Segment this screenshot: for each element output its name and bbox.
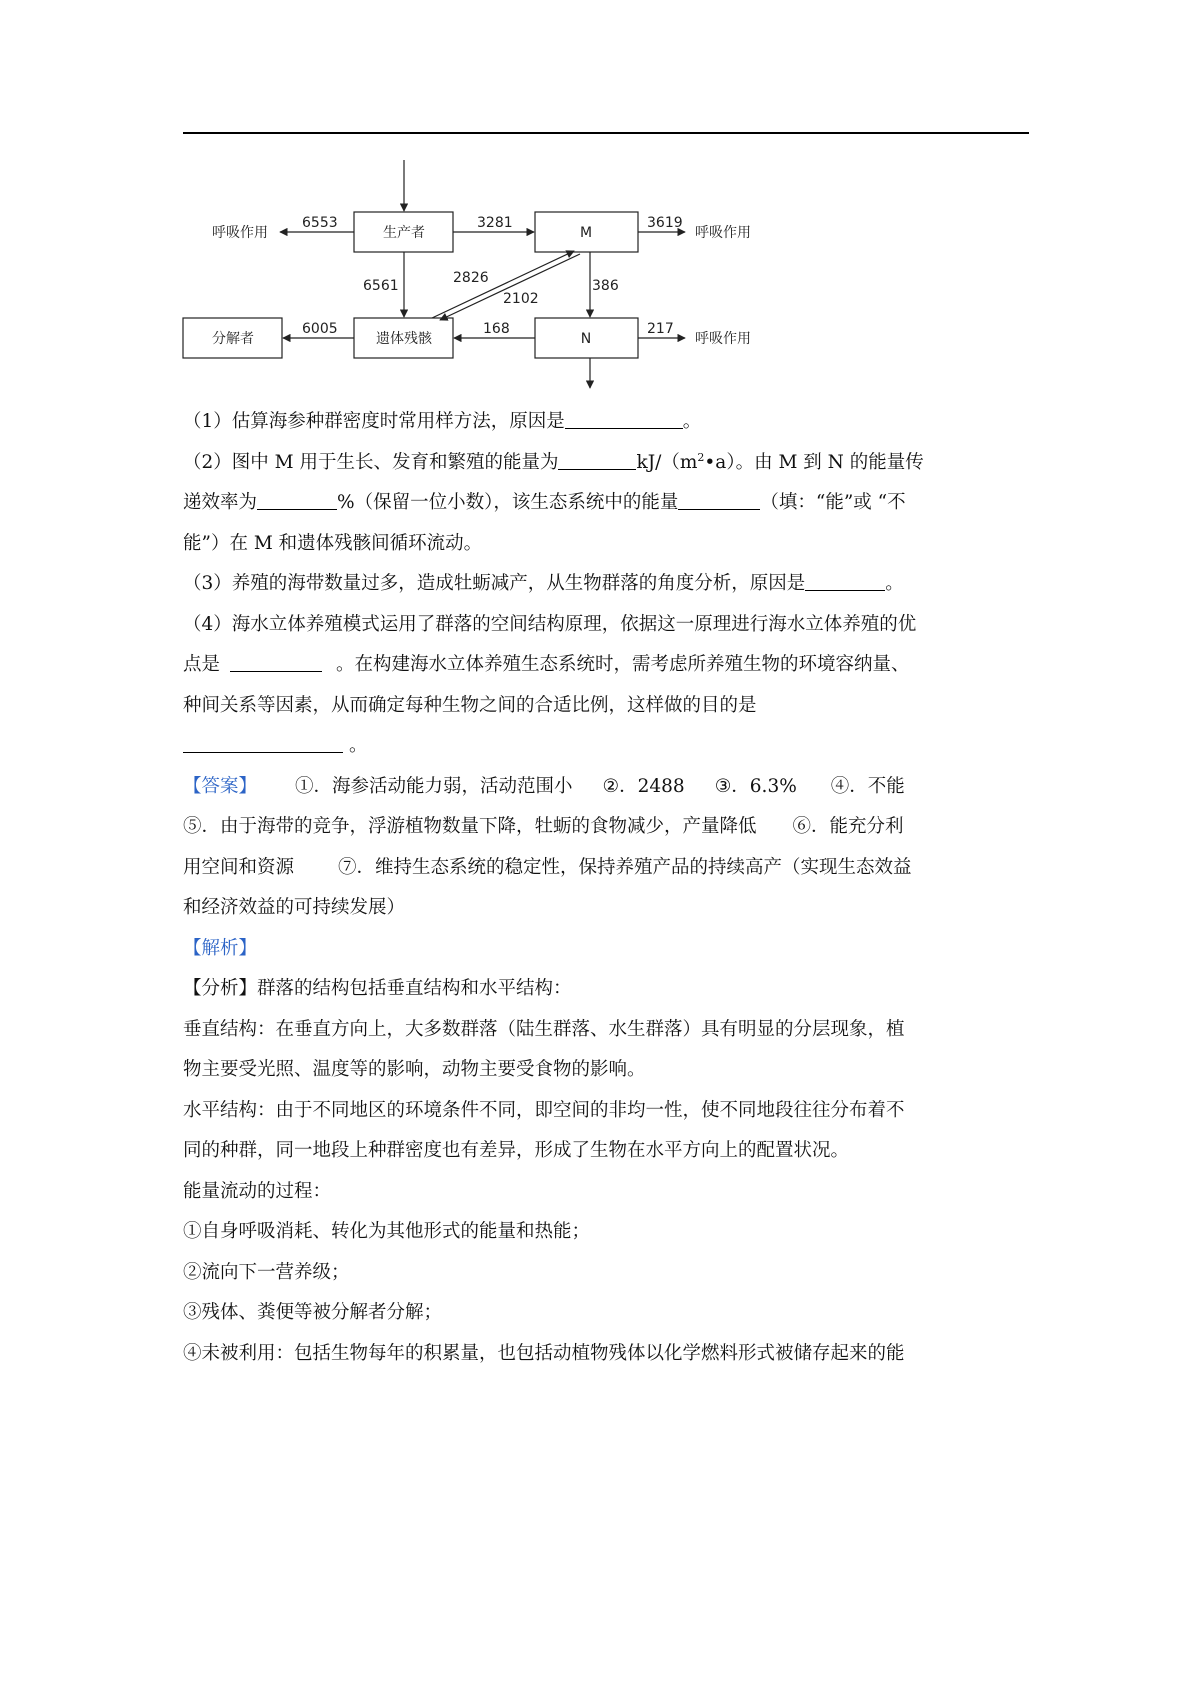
analysis-tag: 【解析】	[183, 937, 258, 959]
blank-1	[565, 404, 683, 429]
analysis-line-10: ④未被利用：包括生物每年的积累量，也包括动植物残体以化学燃料形式被储存起来的能	[183, 1342, 905, 1364]
m-label: M	[579, 225, 593, 241]
question-2-line-2: 递效率为 %（保留一位小数），该生态系统中的能量 （填：“能”或 “不	[183, 483, 1029, 524]
flow-producer-m: 3281	[477, 215, 513, 231]
analysis-line-5: 同的种群，同一地段上种群密度也有差异，形成了生物在水平方向上的配置状况。	[183, 1140, 850, 1161]
analysis-line-8: ②流向下一营养级；	[183, 1261, 350, 1283]
answer-line-1: 【答案】 ①．海参活动能力弱，活动范围小 ②．2488 ③．6.3% ④．不能	[183, 775, 905, 797]
flow-producer-resp: 6553	[302, 215, 338, 231]
question-2-line-3: 能”）在 M 和遗体残骸间循环流动。	[183, 532, 483, 554]
document-body	[183, 402, 1029, 1374]
question-4-line-2: 点是 。在构建海水立体养殖生态系统时，需考虑所养殖生物的环境容纳量、	[183, 645, 1029, 686]
question-1: （1）估算海参种群密度时常用样方法，原因是 。	[183, 402, 1029, 443]
resp-m-label: 呼吸作用	[695, 225, 751, 241]
blank-6	[230, 647, 322, 672]
flow-remains-to-m: 2102	[503, 291, 539, 307]
flow-n-remains: 168	[483, 321, 510, 337]
analysis-line-4: 水平结构：由于不同地区的环境条件不同，即空间的非均一性，使不同地段往往分布着不	[183, 1099, 905, 1121]
resp-n-label: 呼吸作用	[695, 331, 751, 347]
flow-remains-decomposer: 6005	[302, 321, 338, 337]
analysis-line-1: 【分析】群落的结构包括垂直结构和水平结构：	[183, 978, 572, 999]
m-remains-arrow	[440, 254, 580, 320]
answer-line-2: ⑤．由于海带的竞争，浮游植物数量下降，牡蛎的食物减少，产量降低 ⑥．能充分利	[183, 816, 904, 837]
remains-label: 遗体残骸	[376, 331, 432, 347]
answer-tag: 【答案】	[183, 775, 258, 797]
decomposer-label: 分解者	[212, 331, 254, 347]
question-2-line-1: （2）图中 M 用于生长、发育和繁殖的能量为 $kJ/(m^2•a)$。由 M 到 N 的能量传	[183, 443, 1029, 484]
question-3: （3）养殖的海带数量过多，造成牡蛎减产，从生物群落的角度分析，原因是 。	[183, 564, 1029, 605]
producer-label: 生产者	[383, 225, 425, 241]
resp-left-label: 呼吸作用	[212, 225, 268, 241]
analysis-line-6: 能量流动的过程：	[183, 1180, 332, 1202]
flow-n-resp: 217	[647, 321, 674, 337]
blank-3	[257, 485, 337, 510]
question-4-line-4: 。	[183, 726, 1029, 767]
analysis-line-2: 垂直结构：在垂直方向上，大多数群落（陆生群落、水生群落）具有明显的分层现象，植	[183, 1018, 905, 1040]
analysis-line-7: ①自身呼吸消耗、转化为其他形式的能量和热能；	[183, 1221, 591, 1242]
energy-flow-diagram	[0, 0, 1200, 400]
flow-producer-remains: 6561	[363, 278, 399, 294]
flow-m-resp: 3619	[647, 215, 683, 231]
analysis-line-3: 物主要受光照、温度等的影响，动物主要受食物的影响。	[183, 1059, 646, 1080]
answer-line-4: 和经济效益的可持续发展）	[183, 897, 406, 918]
blank-4	[678, 485, 760, 510]
flow-m-to-remains: 2826	[453, 270, 489, 286]
answer-line-3: 用空间和资源 ⑦．维持生态系统的稳定性，保持养殖产品的持续高产（实现生态效益	[183, 856, 912, 878]
blank-5	[805, 566, 885, 591]
analysis-line-9: ③残体、粪便等被分解者分解；	[183, 1302, 443, 1323]
flow-m-n: 386	[592, 278, 619, 294]
question-4-line-1: （4）海水立体养殖模式运用了群落的空间结构原理，依据这一原理进行海水立体养殖的优	[183, 613, 917, 635]
blank-2	[558, 445, 636, 470]
question-4-line-3: 种间关系等因素，从而确定每种生物之间的合适比例，这样做的目的是	[183, 694, 757, 716]
n-label: N	[580, 331, 592, 347]
blank-7	[183, 728, 343, 753]
